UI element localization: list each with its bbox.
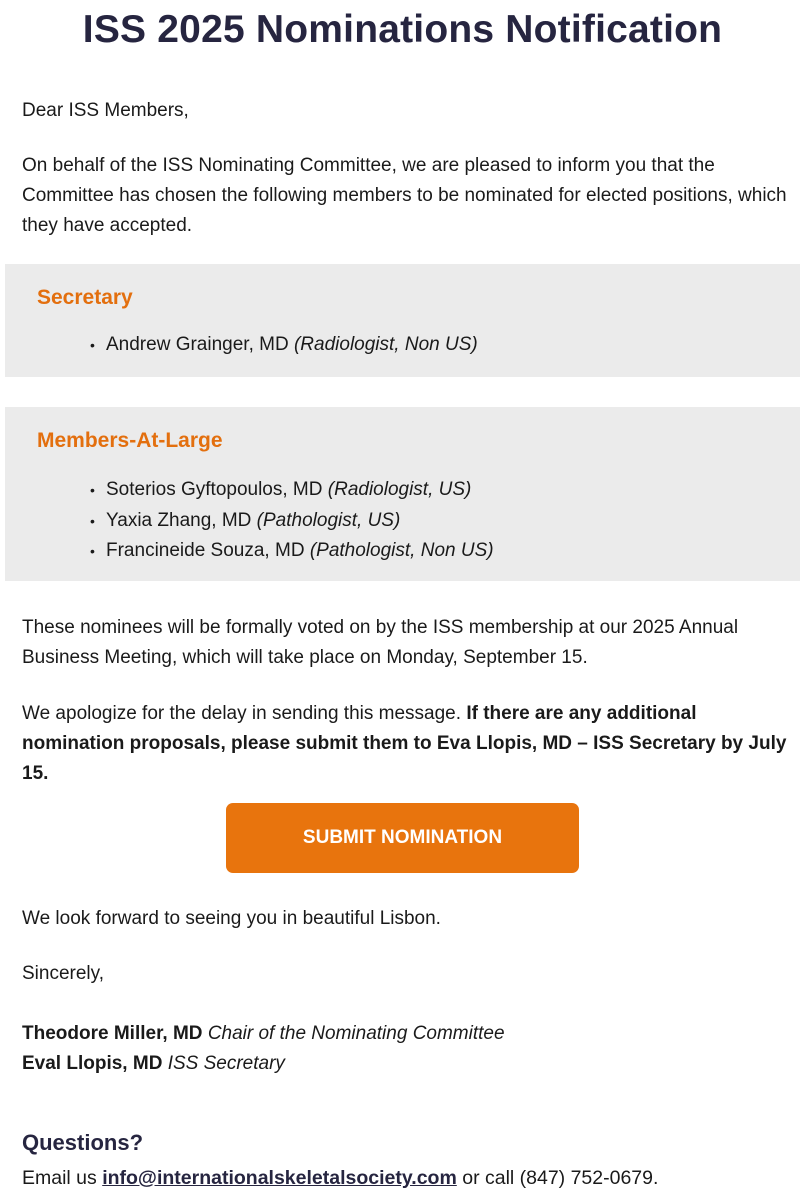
nominee-name: Francineide Souza, MD (106, 540, 305, 561)
signature-title: ISS Secretary (167, 1053, 285, 1074)
signature-line (22, 1019, 505, 1049)
secretary-nominee-list (90, 330, 478, 361)
section-heading-secretary: Secretary (37, 286, 133, 309)
bullet-icon: • (90, 543, 95, 559)
apology-paragraph (22, 699, 792, 789)
nominee-role: (Pathologist, Non US) (309, 540, 494, 561)
nominee-item (90, 475, 494, 506)
questions-contact-line (22, 1163, 658, 1193)
members-at-large-section (5, 407, 800, 581)
intro-paragraph: On behalf of the ISS Nominating Committee, we are pleased to inform you that the Committee has chosen the following members to be nominated for elected positions, which they have accepted. (22, 155, 787, 236)
apology-text: We apologize for the delay in sending this message. (22, 703, 462, 724)
nominee-role: (Radiologist, US) (327, 479, 472, 500)
questions-heading: Questions? (22, 1130, 144, 1155)
bullet-icon: • (90, 337, 95, 353)
signoff: Sincerely, (22, 963, 105, 984)
nominee-item (90, 506, 494, 537)
signature-title: Chair of the Nominating Committee (207, 1023, 505, 1044)
nominee-name: Yaxia Zhang, MD (106, 509, 252, 531)
apology-bold-text: If there are any additional nomination proposals, please submit them to Eva Llopis, MD – ISS Secretary by July 15. (22, 703, 787, 784)
members-at-large-nominee-list (90, 475, 494, 567)
email-title: ISS 2025 Nominations Notification (82, 8, 723, 51)
questions-prefix: Email us (22, 1167, 97, 1189)
bullet-icon: • (90, 482, 95, 498)
bullet-icon: • (90, 512, 95, 529)
section-heading-members-at-large: Members-At-Large (37, 429, 223, 452)
signature-name: Theodore Miller, MD (22, 1023, 203, 1044)
nominee-name: Soterios Gyftopoulos, MD (106, 479, 323, 500)
nominee-role: (Pathologist, US) (256, 509, 401, 531)
contact-email-link[interactable]: info@internationalskeletalsociety.com (102, 1167, 457, 1189)
closing-line: We look forward to seeing you in beautiful Lisbon. (22, 908, 441, 929)
nominee-name: Andrew Grainger, MD (106, 334, 289, 355)
submit-nomination-button[interactable]: SUBMIT NOMINATION (226, 803, 579, 873)
secretary-section (5, 264, 800, 377)
greeting: Dear ISS Members, (22, 100, 189, 121)
nominee-item (90, 330, 478, 361)
nominee-role: (Radiologist, Non US) (293, 334, 478, 355)
vote-paragraph: These nominees will be formally voted on by the ISS membership at our 2025 Annual Business Meeting, which will take place on Monday, September 15. (22, 617, 739, 668)
signature-name: Eval Llopis, MD (22, 1053, 163, 1074)
nominee-item (90, 536, 494, 567)
questions-suffix: or call (847) 752-0679. (462, 1167, 659, 1189)
signature-line (22, 1049, 285, 1079)
